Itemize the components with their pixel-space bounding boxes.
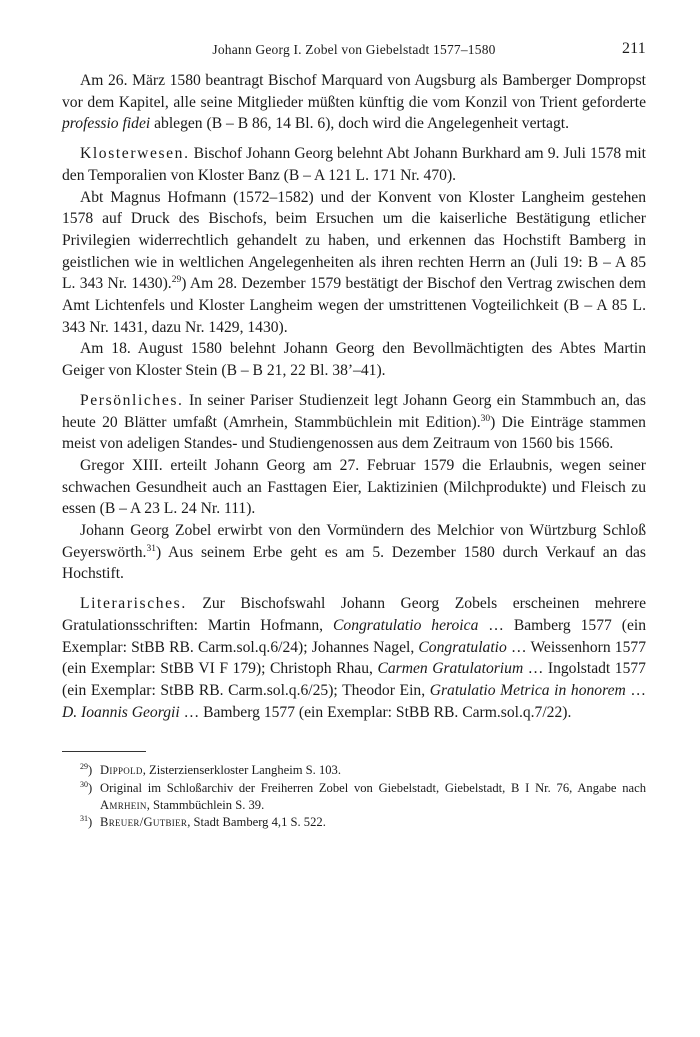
- running-title: Johann Georg I. Zobel von Giebelstadt 1577–1580: [212, 42, 496, 57]
- paragraph-literarisches: Literarisches. Zur Bischofswahl Johann Georg Zobels erscheinen mehrere Gratulationsschriften: Martin Hofmann, Congratulatio heroica … Bamberg 1577 (ein Exemplar: StBB RB. Carm.sol.q.6/24); Johannes Nagel, Congratulatio … Weissenhorn 1577 (ein Exemplar: StBB VI F 179); Christoph Rhau, Carmen Gratulatorium … Ingolstadt 1577 (ein Exemplar: StBB RB. Carm.sol.q.6/25); Theodor Ein, Gratulatio Metrica in honorem … D. Ioannis Georgii … Bamberg 1577 (ein Exemplar: StBB RB. Carm.sol.q.7/22).: [62, 595, 646, 721]
- section-heading-persoenliches: Persönliches.: [80, 391, 184, 409]
- paragraph-persoenliches: Persönliches. In seiner Pariser Studienzeit legt Johann Georg ein Stammbuch an, das heute 20 Blätter umfaßt (Amrhein, Stammbüchlein mit Edition).$^{30}$) Die Einträge stammen meist von adeligen Standes- und Studiengenossen aus dem Zeitraum von 1560 bis 1566.: [62, 391, 646, 453]
- paragraph-geyerswoerth: Johann Georg Zobel erwirbt von den Vormündern des Melchior von Würtzburg Schloß Geyerswörth.$^{31}$) Aus seinem Erbe geht es am 5. Dezember 1580 durch Verkauf an das Hochstift.: [62, 522, 646, 583]
- footnote-29: $^{29}$) Dippold, Zisterzienserkloster Langheim S. 103.: [80, 762, 342, 778]
- footnote-ref-29[interactable]: 29: [171, 275, 182, 286]
- section-heading-klosterwesen: Klosterwesen.: [80, 145, 190, 163]
- page-header: [62, 40, 646, 62]
- paragraph-langheim: Abt Magnus Hofmann (1572–1582) und der Konvent von Kloster Langheim gestehen 1578 auf Druck des Bischofs, beim Ersuchen um die kaiserliche Bestätigung etlicher Privilegien widerrechtlich gehandelt zu haben, und erkennen das Hochstift Bamberg in geistlichen wie in weltlichen Angelegenheiten als ihren rechten Herrn an (Juli 19: B – A 85 L. 343 Nr. 1430).$^{29}$) Am 28. Dezember 1579 bestätigt der Bischof den Vertrag zwischen dem Amt Lichtenfels und Kloster Langheim wegen der umstrittenen Vogteilichkeit (B – A 85 L. 343 Nr. 1431, dazu Nr. 1429, 1430).: [62, 188, 646, 336]
- paragraph-gregor: Gregor XIII. erteilt Johann Georg am 27. Februar 1579 die Erlaubnis, wegen seiner schwachen Gesundheit auch an Fasttagen Eier, Laktizinien (Milchprodukte) und Fleisch zu essen (B – A 23 L. 24 Nr. 111).: [62, 456, 646, 518]
- document-page: [62, 40, 646, 831]
- footnote-ref-30[interactable]: 30: [480, 413, 491, 424]
- paragraph-stein: Am 18. August 1580 belehnt Johann Georg den Bevollmächtigten des Abtes Martin Geiger von Kloster Stein (B – B 21, 22 Bl. 38’–41).: [62, 340, 646, 380]
- footnote-divider: [62, 751, 146, 752]
- paragraph-klosterwesen: Klosterwesen. Bischof Johann Georg belehnt Abt Johann Burkhard am 9. Juli 1578 mit den Temporalien von Kloster Banz (B – A 121 L. 171 Nr. 470).: [62, 145, 646, 184]
- page-number: 211: [621, 40, 646, 57]
- footnote-ref-31[interactable]: 31: [146, 543, 156, 554]
- footnote-30: $^{30}$) Original im Schloßarchiv der Freiherren Zobel von Giebelstadt, Giebelstadt, B I Nr. 76, Angabe nach Amrhein, Stammbüchlein S. 39.: [80, 779, 646, 812]
- footnote-31: $^{31}$) Breuer/Gutbier, Stadt Bamberg 4,1 S. 522.: [80, 814, 326, 829]
- body-text: [62, 70, 646, 723]
- footnotes: [62, 762, 646, 831]
- paragraph-trent-profession: Am 26. März 1580 beantragt Bischof Marquard von Augsburg als Bamberger Dompropst vor dem Kapitel, alle seine Mitglieder müßten künftig die vom Konzil von Trient geforderte professio fidei ablegen (B – B 86, 14 Bl. 6), doch wird die Angelegenheit vertagt.: [62, 72, 646, 133]
- section-heading-literarisches: Literarisches.: [80, 595, 187, 613]
